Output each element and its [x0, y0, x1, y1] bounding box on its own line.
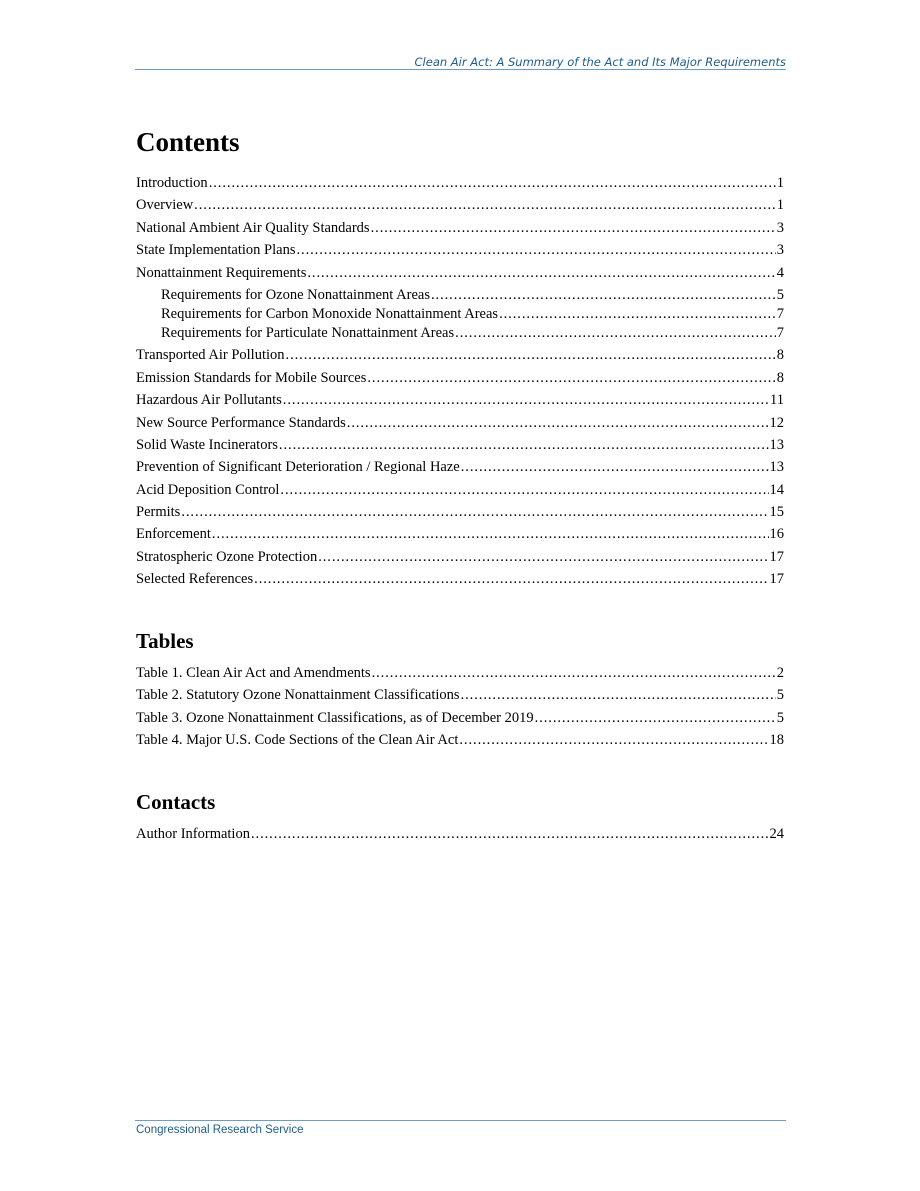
toc-entry-label: Emission Standards for Mobile Sources — [136, 369, 367, 386]
dot-leader — [254, 570, 768, 588]
toc-entry-page: 5 — [776, 286, 784, 303]
toc-entry-label: New Source Performance Standards — [136, 414, 346, 431]
toc-entry-table-2[interactable] — [136, 686, 784, 704]
toc-entry-label: Table 4. Major U.S. Code Sections of the Clean Air Act — [136, 732, 459, 749]
toc-entry-psd-regional-haze[interactable] — [136, 458, 784, 476]
dot-leader — [431, 286, 776, 304]
toc-entry-table-3[interactable] — [136, 709, 784, 727]
toc-entry-label: Permits — [136, 504, 181, 521]
contacts-heading: Contacts — [136, 790, 216, 814]
toc-entry-new-source-performance-standards[interactable] — [136, 414, 784, 432]
toc-entry-stratospheric-ozone-protection[interactable] — [136, 548, 784, 566]
toc-entry-nonattainment-requirements[interactable] — [136, 264, 784, 282]
toc-entry-page: 3 — [776, 242, 784, 259]
toc-entry-label: Requirements for Carbon Monoxide Nonattainment Areas — [161, 305, 499, 322]
toc-entry-label: Acid Deposition Control — [136, 481, 280, 498]
toc-entry-page: 13 — [769, 459, 784, 476]
toc-entry-introduction[interactable] — [136, 174, 784, 192]
footer-organization: Congressional Research Service — [136, 1124, 304, 1136]
dot-leader — [372, 664, 776, 682]
toc-subentry-carbon-monoxide-nonattainment[interactable] — [136, 305, 784, 323]
toc-entry-label: Table 3. Ozone Nonattainment Classifications, as of December 2019 — [136, 709, 534, 726]
toc-entry-label: Enforcement — [136, 526, 211, 543]
toc-entry-page: 16 — [769, 526, 784, 543]
toc-entry-page: 18 — [769, 732, 784, 749]
dot-leader — [283, 391, 769, 409]
toc-entry-page: 17 — [769, 548, 784, 565]
toc-entry-label: Stratospheric Ozone Protection — [136, 548, 318, 565]
toc-entry-hazardous-air-pollutants[interactable] — [136, 391, 784, 409]
toc-entry-page: 11 — [770, 392, 784, 409]
contacts-list — [136, 825, 784, 847]
toc-entry-page: 2 — [776, 665, 784, 681]
toc-entry-label: Author Information — [136, 826, 250, 842]
toc-entry-page: 5 — [776, 709, 784, 726]
toc-entry-page: 1 — [776, 197, 784, 214]
dot-leader — [286, 346, 776, 364]
dot-leader — [459, 731, 768, 749]
toc-entry-transported-air-pollution[interactable] — [136, 346, 784, 364]
toc-entry-page: 12 — [769, 414, 784, 431]
toc-entry-page: 8 — [776, 347, 784, 364]
toc-entry-label: Hazardous Air Pollutants — [136, 392, 282, 409]
toc-entry-mobile-source-standards[interactable] — [136, 369, 784, 387]
dot-leader — [318, 548, 768, 566]
toc-entry-author-information[interactable] — [136, 825, 784, 843]
toc-entry-selected-references[interactable] — [136, 570, 784, 588]
dot-leader — [296, 241, 775, 259]
dot-leader — [461, 458, 769, 476]
toc-subentry-particulate-nonattainment[interactable] — [136, 324, 784, 342]
dot-leader — [371, 219, 776, 237]
dot-leader — [347, 414, 769, 432]
toc-entry-page: 3 — [776, 219, 784, 236]
dot-leader — [307, 264, 775, 282]
toc-entry-page: 13 — [769, 436, 784, 453]
dot-leader — [251, 825, 769, 843]
toc-entry-enforcement[interactable] — [136, 525, 784, 543]
toc-entry-page: 7 — [776, 305, 784, 322]
tables-list — [136, 664, 784, 754]
toc-entry-acid-deposition-control[interactable] — [136, 481, 784, 499]
toc-entry-state-implementation-plans[interactable] — [136, 241, 784, 259]
dot-leader — [455, 324, 776, 342]
dot-leader — [279, 436, 769, 454]
footer-divider — [135, 1120, 786, 1121]
toc-entry-solid-waste-incinerators[interactable] — [136, 436, 784, 454]
dot-leader — [461, 686, 776, 704]
dot-leader — [367, 369, 775, 387]
toc-entry-page: 4 — [776, 264, 784, 281]
toc-entry-table-4[interactable] — [136, 731, 784, 749]
toc-entry-label: Requirements for Ozone Nonattainment Areas — [161, 286, 430, 303]
toc-entry-permits[interactable] — [136, 503, 784, 521]
toc-entry-label: National Ambient Air Quality Standards — [136, 219, 370, 236]
toc-entry-page: 7 — [776, 324, 784, 341]
dot-leader — [181, 503, 768, 521]
toc-entry-label: Nonattainment Requirements — [136, 264, 307, 281]
toc-entry-page: 24 — [769, 826, 784, 842]
toc-entry-label: State Implementation Plans — [136, 242, 296, 259]
toc-entry-label: Prevention of Significant Deterioration / Regional Haze — [136, 459, 460, 476]
toc-entry-label: Overview — [136, 197, 194, 214]
toc-entry-page: 5 — [776, 687, 784, 704]
dot-leader — [499, 305, 776, 323]
toc-entry-page: 1 — [776, 175, 784, 191]
toc-entry-label: Requirements for Particulate Nonattainment Areas — [161, 324, 455, 341]
toc-entry-label: Transported Air Pollution — [136, 347, 285, 364]
header-divider — [135, 69, 786, 70]
toc-entry-table-1[interactable] — [136, 664, 784, 682]
toc-entry-label: Selected References — [136, 571, 254, 588]
dot-leader — [212, 525, 769, 543]
toc-entry-overview[interactable] — [136, 196, 784, 214]
toc-entry-label: Solid Waste Incinerators — [136, 436, 278, 453]
toc-entry-page: 14 — [769, 481, 784, 498]
toc-entry-label: Introduction — [136, 175, 208, 191]
toc-entry-label: Table 1. Clean Air Act and Amendments — [136, 665, 371, 681]
toc-entry-label: Table 2. Statutory Ozone Nonattainment Classifications — [136, 687, 460, 704]
toc-entry-page: 17 — [769, 571, 784, 588]
dot-leader — [209, 174, 776, 192]
dot-leader — [535, 709, 776, 727]
tables-heading: Tables — [136, 629, 194, 653]
toc-entry-naaqs[interactable] — [136, 219, 784, 237]
running-header: Clean Air Act: A Summary of the Act and Its Major Requirements — [414, 55, 786, 69]
toc-subentry-ozone-nonattainment[interactable] — [136, 286, 784, 304]
toc-entry-page: 15 — [769, 504, 784, 521]
toc-entry-page: 8 — [776, 369, 784, 386]
contents-heading: Contents — [136, 127, 240, 157]
dot-leader — [194, 196, 776, 214]
dot-leader — [280, 481, 768, 499]
contents-list — [136, 174, 784, 593]
